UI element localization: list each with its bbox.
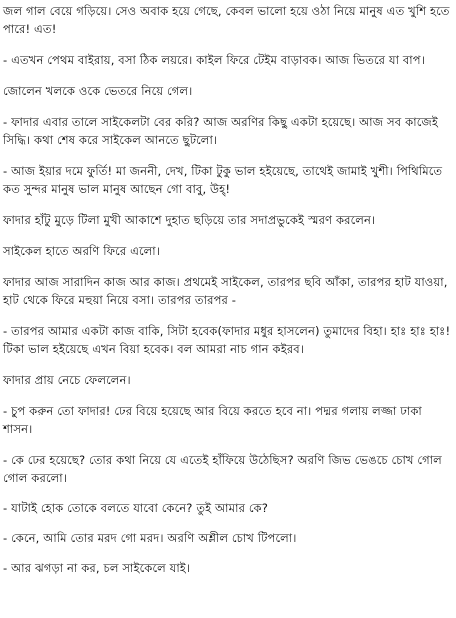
paragraph-5: - আজ ইয়ার দমে ফুর্তি! মা জননী, দেখ, টিকা টুকু ভাল হইয়েছে, তাথেই জামাই খুশী। পিথিমিতে কত সুন্দর মানুষ ভাল মানুষ আছেন গো বাবু, উহ্! bbox=[3, 164, 443, 196]
paragraph-4: - ফাদার এবার তালে সাইকেলটা বের করি? আজ অরণির কিছু একটা হয়েছে। আজ সব কাজেই সিদ্ধি। কথা শেষ করে সাইকেল আনতে ছুটলো। bbox=[3, 115, 438, 147]
paragraph-14: - কেনে, আমি তোর মরদ গো মরদ। অরণি অশ্লীল চোখ টিপলো। bbox=[3, 531, 297, 545]
paragraph-10: ফাদার প্রায় নেচে ফেললেন। bbox=[3, 373, 131, 387]
document-page bbox=[3, 2, 453, 577]
paragraph-9: - তারপর আমার একটা কাজ বাকি, সিটা হবেক(ফাদার মধুর হাসলেন) তুমাদের বিহা। হাঃ হাঃ হাঃ! টিকা ভাল হইয়েছে এখন বিয়া হবেক। বল আমরা নাচ গান কইরব। bbox=[3, 324, 451, 356]
paragraph-1: জল গাল বেয়ে গড়িয়ে। সেও অবাক হয়ে গেছে, কেবল ভালো হয়ে ওঠা নিয়ে মানুষ এত খুশি হতে পারে! এত! bbox=[3, 4, 450, 36]
paragraph-15: - আর ঝগড়া না কর, চল সাইকেলে যাই। bbox=[3, 561, 191, 575]
paragraph-12: - কে ঢের হয়েছে? তোর কথা নিয়ে যে এতেই হাঁফিয়ে উঠেছিস? অরণি জিভ ভেঙচে চোখ গোল গোল করলো। bbox=[3, 453, 442, 485]
paragraph-13: - যাটাই হোক তোকে বলতে যাবো কেনে? তুই আমার কে? bbox=[3, 501, 269, 515]
paragraph-3: জোলেন খলকে ওকে ভেতরে নিয়ে গেল। bbox=[3, 84, 193, 98]
paragraph-6: ফাদার হাঁটু মুড়ে টিলা মুখী আকাশে দুহাত ছড়িয়ে তার সদাপ্রভুকেই স্মরণ করলেন। bbox=[3, 213, 376, 227]
paragraph-7: সাইকেল হাতে অরণি ফিরে এলো। bbox=[3, 244, 161, 258]
paragraph-11: - চুপ করুন তো ফাদার! ঢের বিয়ে হয়েছে আর বিয়ে করতে হবে না। পদ্মর গলায় লজ্জা ঢাকা শাসন। bbox=[3, 404, 422, 436]
paragraph-8: ফাদার আজ সারাদিন কাজ আর কাজ। প্রথমেই সাইকেল, তারপর ছবি আঁকা, তারপর হাট যাওয়া, হাট থেকে ফিরে মহুয়া নিয়ে বসা। তারপর তারপর - bbox=[3, 275, 448, 307]
paragraph-2: - এতখন পেথম বাইরায়, বসা ঠিক লয়রে। কাইল ফিরে টেইম বাড়াবক। আজ ভিতরে যা বাপ। bbox=[3, 53, 425, 67]
